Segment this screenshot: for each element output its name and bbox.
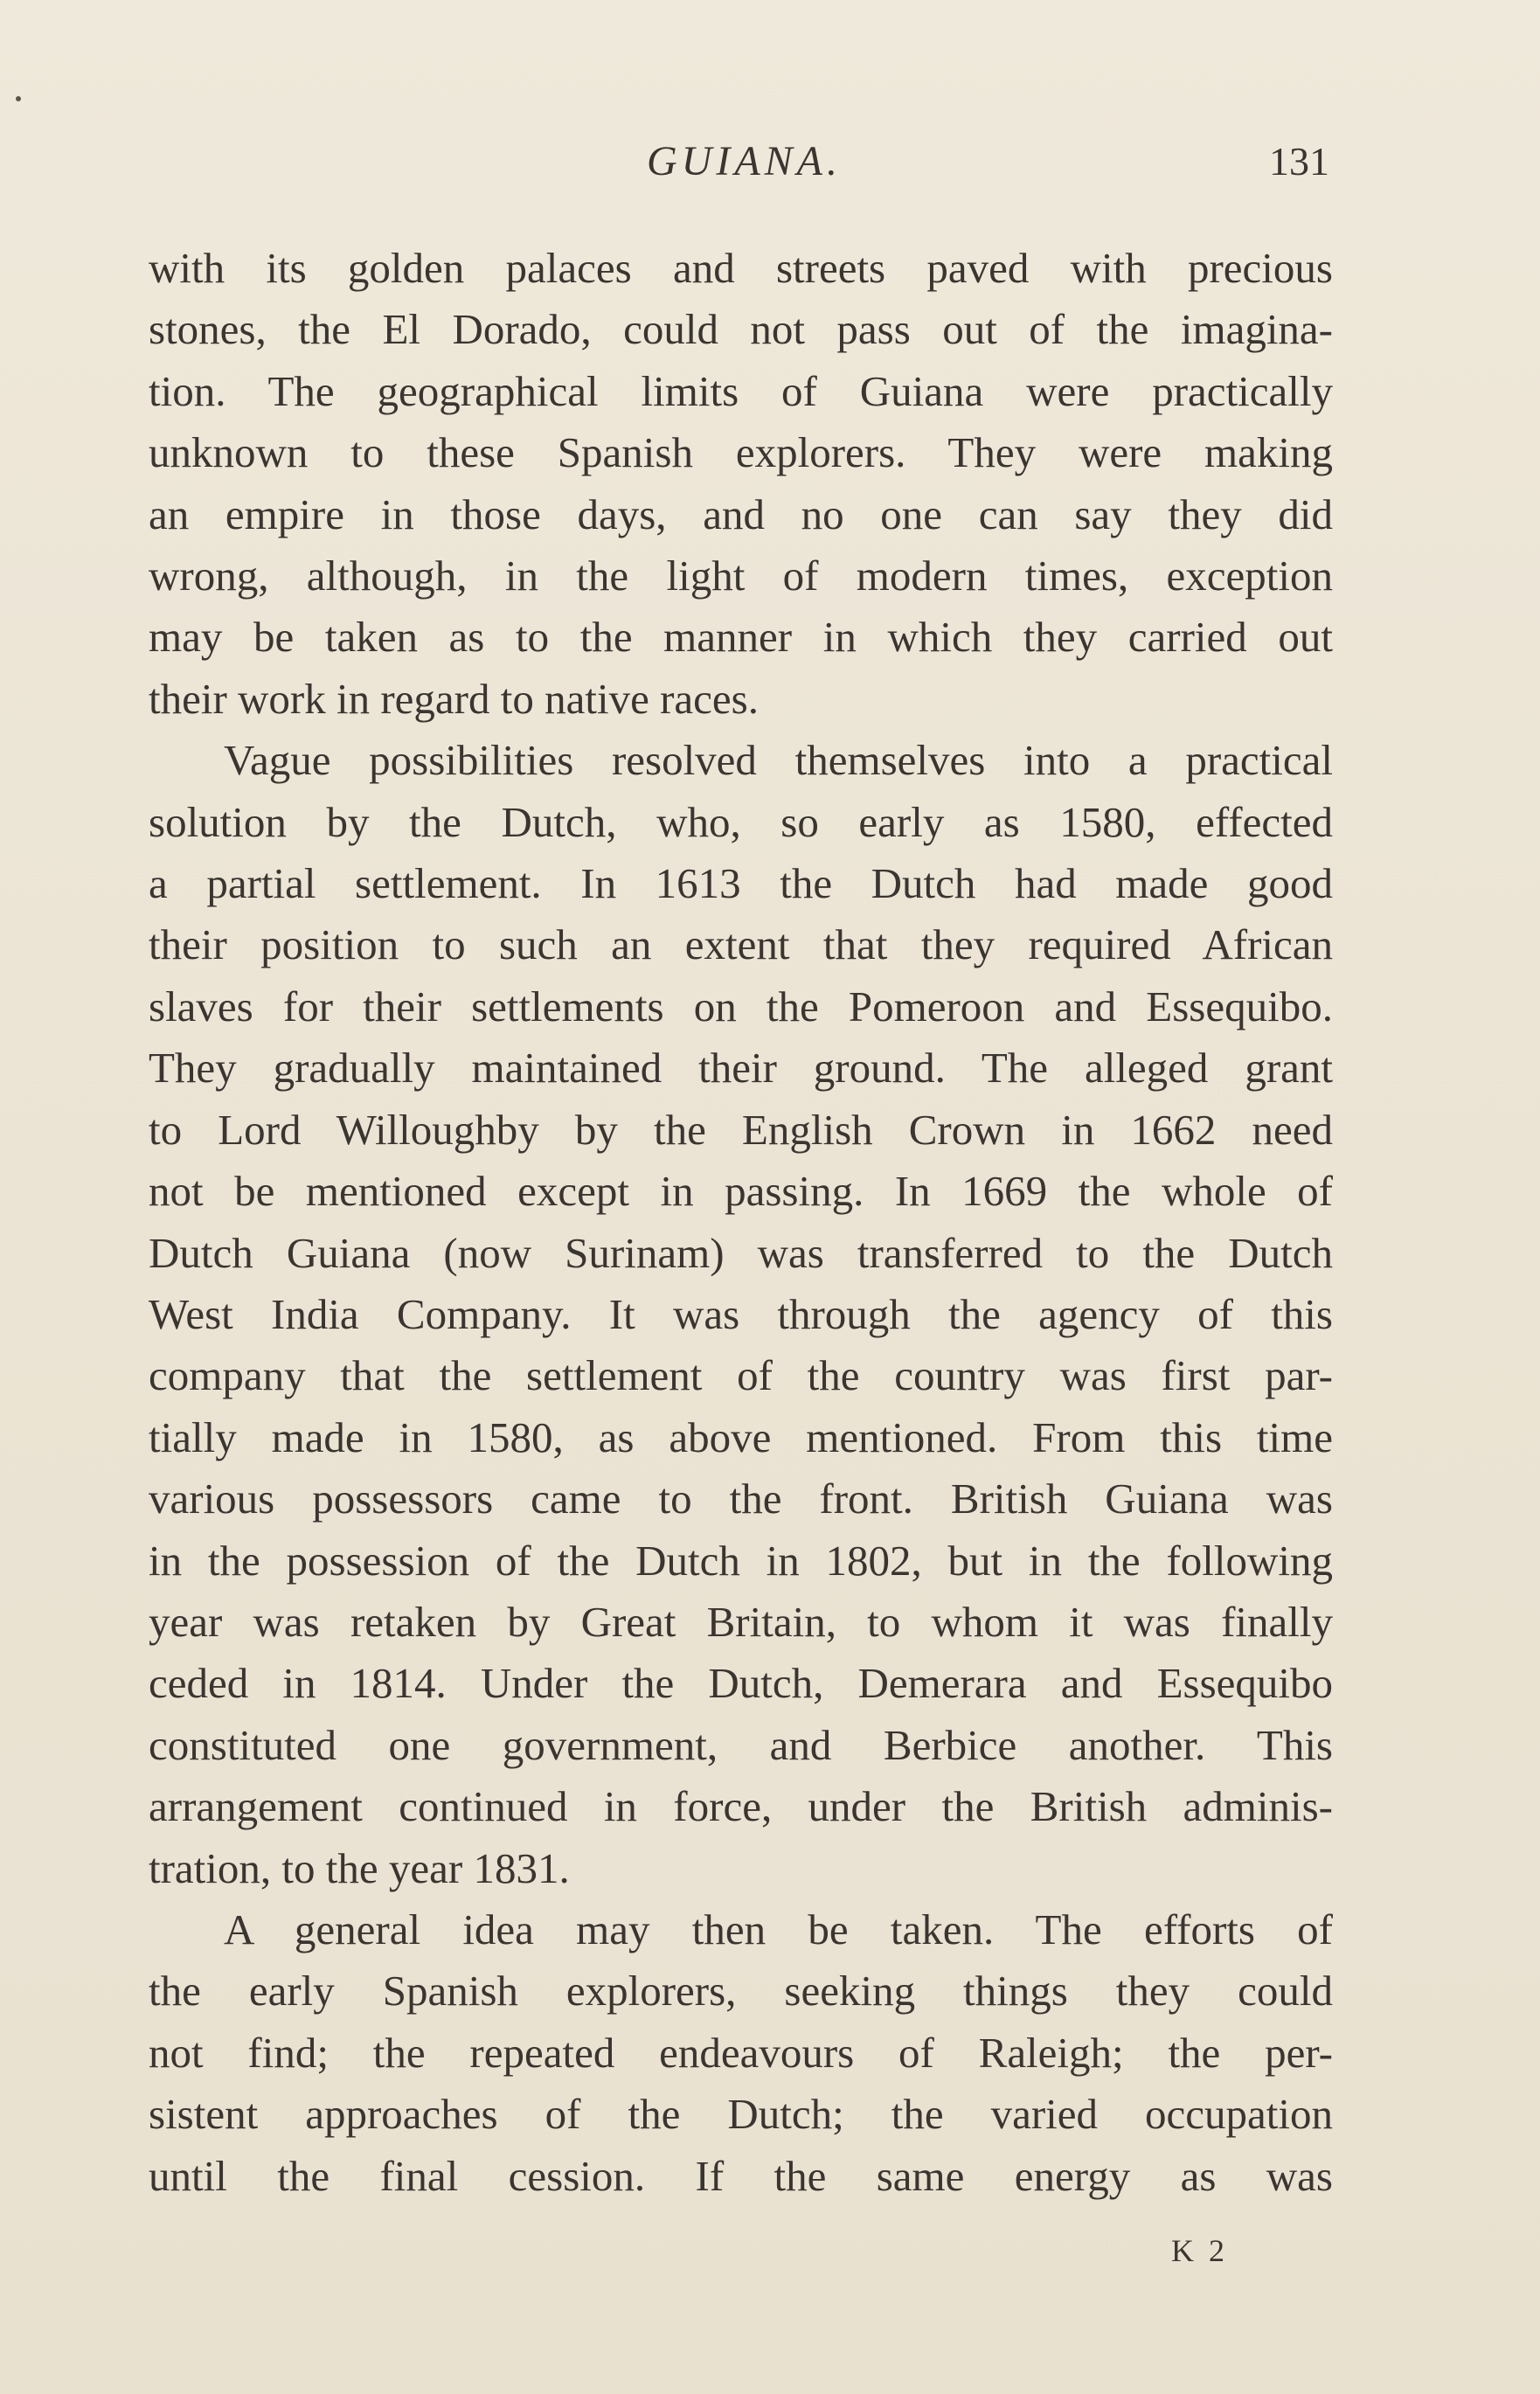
text-line: their work in regard to native races. [149,674,759,723]
text-line: arrangement continued in force, under the British adminis- [149,1782,1333,1831]
text-line: wrong, although, in the light of modern times, exception [149,552,1333,600]
text-line: stones, the El Dorado, could not pass out of the imagina- [149,305,1333,354]
text-line: their position to such an extent that they required African [149,920,1333,969]
text-line: Vague possibilities resolved themselves into a practical [224,736,1333,785]
running-title: GUIANA. [647,138,842,184]
text-line: West India Company. It was through the agency of this [149,1289,1333,1338]
text-line: They gradually maintained their ground. The alleged grant [149,1044,1333,1093]
paragraph-3 [149,1899,1333,2207]
paragraph-1 [149,238,1333,730]
text-line: a partial settlement. In 1613 the Dutch had made good [149,859,1333,908]
text-line: tion. The geographical limits of Guiana were practically [149,366,1333,415]
ink-speck [16,96,21,101]
text-line: unknown to these Spanish explorers. They were making [149,428,1333,477]
text-line: with its golden palaces and streets paved with precious [149,244,1333,292]
text-line: Dutch Guiana (now Surinam) was transferred to the Dutch [149,1228,1333,1277]
text-line: company that the settlement of the country was first par- [149,1351,1333,1400]
text-line: solution by the Dutch, who, so early as 1580, effected [149,797,1333,846]
text-line: ceded in 1814. Under the Dutch, Demerara and Essequibo [149,1659,1333,1708]
signature-mark: K 2 [1171,2233,1228,2268]
text-line: not find; the repeated endeavours of Raleigh; the per- [149,2028,1333,2077]
text-line: may be taken as to the manner in which they carried out [149,613,1333,662]
text-line: A general idea may then be taken. The efforts of [224,1905,1333,1953]
text-line: sistent approaches of the Dutch; the varied occupation [149,2090,1333,2139]
text-line: various possessors came to the front. British Guiana was [149,1475,1333,1523]
text-line: in the possession of the Dutch in 1802, but in the following [149,1536,1333,1585]
text-line: an empire in those days, and no one can say they did [149,489,1333,538]
page-number: 131 [1269,139,1329,184]
body-text [149,238,1333,2207]
text-line: constituted one government, and Berbice another. This [149,1720,1333,1769]
paragraph-2 [149,730,1333,1899]
text-line: tially made in 1580, as above mentioned. From this time [149,1412,1333,1461]
text-line: the early Spanish explorers, seeking things they could [149,1967,1333,2016]
text-line: tration, to the year 1831. [149,1843,570,1892]
text-line: year was retaken by Great Britain, to whom it was finally [149,1597,1333,1646]
text-line: not be mentioned except in passing. In 1669 the whole of [149,1167,1333,1216]
text-line: until the final cession. If the same energy as was [149,2151,1333,2200]
text-line: slaves for their settlements on the Pomeroon and Essequibo. [149,982,1333,1030]
running-head [0,131,1540,192]
text-line: to Lord Willoughby by the English Crown in 1662 need [149,1105,1333,1154]
